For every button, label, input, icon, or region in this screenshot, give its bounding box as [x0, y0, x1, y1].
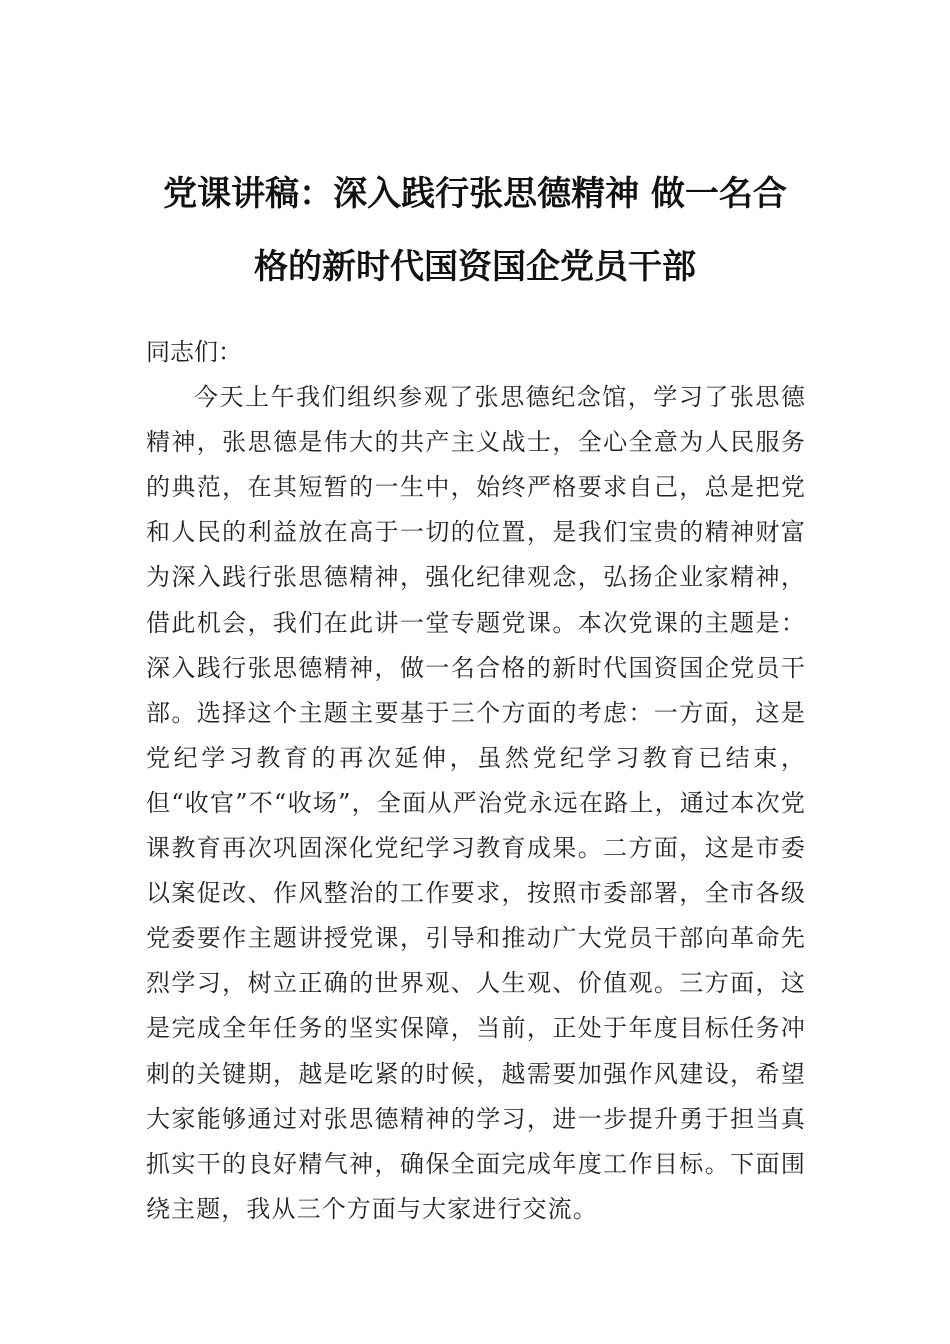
document-body [146, 330, 806, 1232]
body-paragraph: 今天上午我们组织参观了张思德纪念馆，学习了张思德精神，张思德是伟大的共产主义战士，全心全意为人民服务的典范，在其短暂的一生中，始终严格要求自己，总是把党和人民的利益放在高于一切的位置，是我们宝贵的精神财富为深入践行张思德精神，强化纪律观念，弘扬企业家精神，借此机会，我们在此讲一堂专题党课。本次党课的主题是：深入践行张思德精神，做一名合格的新时代国资国企党员干部。选择这个主题主要基于三个方面的考虑：一方面，这是党纪学习教育的再次延伸，虽然党纪学习教育已结束，但“收官”不“收场”，全面从严治党永远在路上，通过本次党课教育再次巩固深化党纪学习教育成果。二方面，这是市委以案促改、作风整治的工作要求，按照市委部署，全市各级党委要作主题讲授党课，引导和推动广大党员干部向革命先烈学习，树立正确的世界观、人生观、价值观。三方面，这是完成全年任务的坚实保障，当前，正处于年度目标任务冲刺的关键期，越是吃紧的时候，越需要加强作风建设，希望大家能够通过对张思德精神的学习，进一步提升勇于担当真抓实干的良好精气神，确保全面完成年度工作目标。下面围绕主题，我从三个方面与大家进行交流。 [146, 383, 806, 1223]
title-line-2: 格的新时代国资国企党员干部 [254, 247, 696, 287]
salutation: 同志们： [146, 338, 242, 366]
document-title [140, 158, 810, 304]
title-line-1: 党课讲稿：深入践行张思德精神 做一名合 [163, 174, 787, 214]
